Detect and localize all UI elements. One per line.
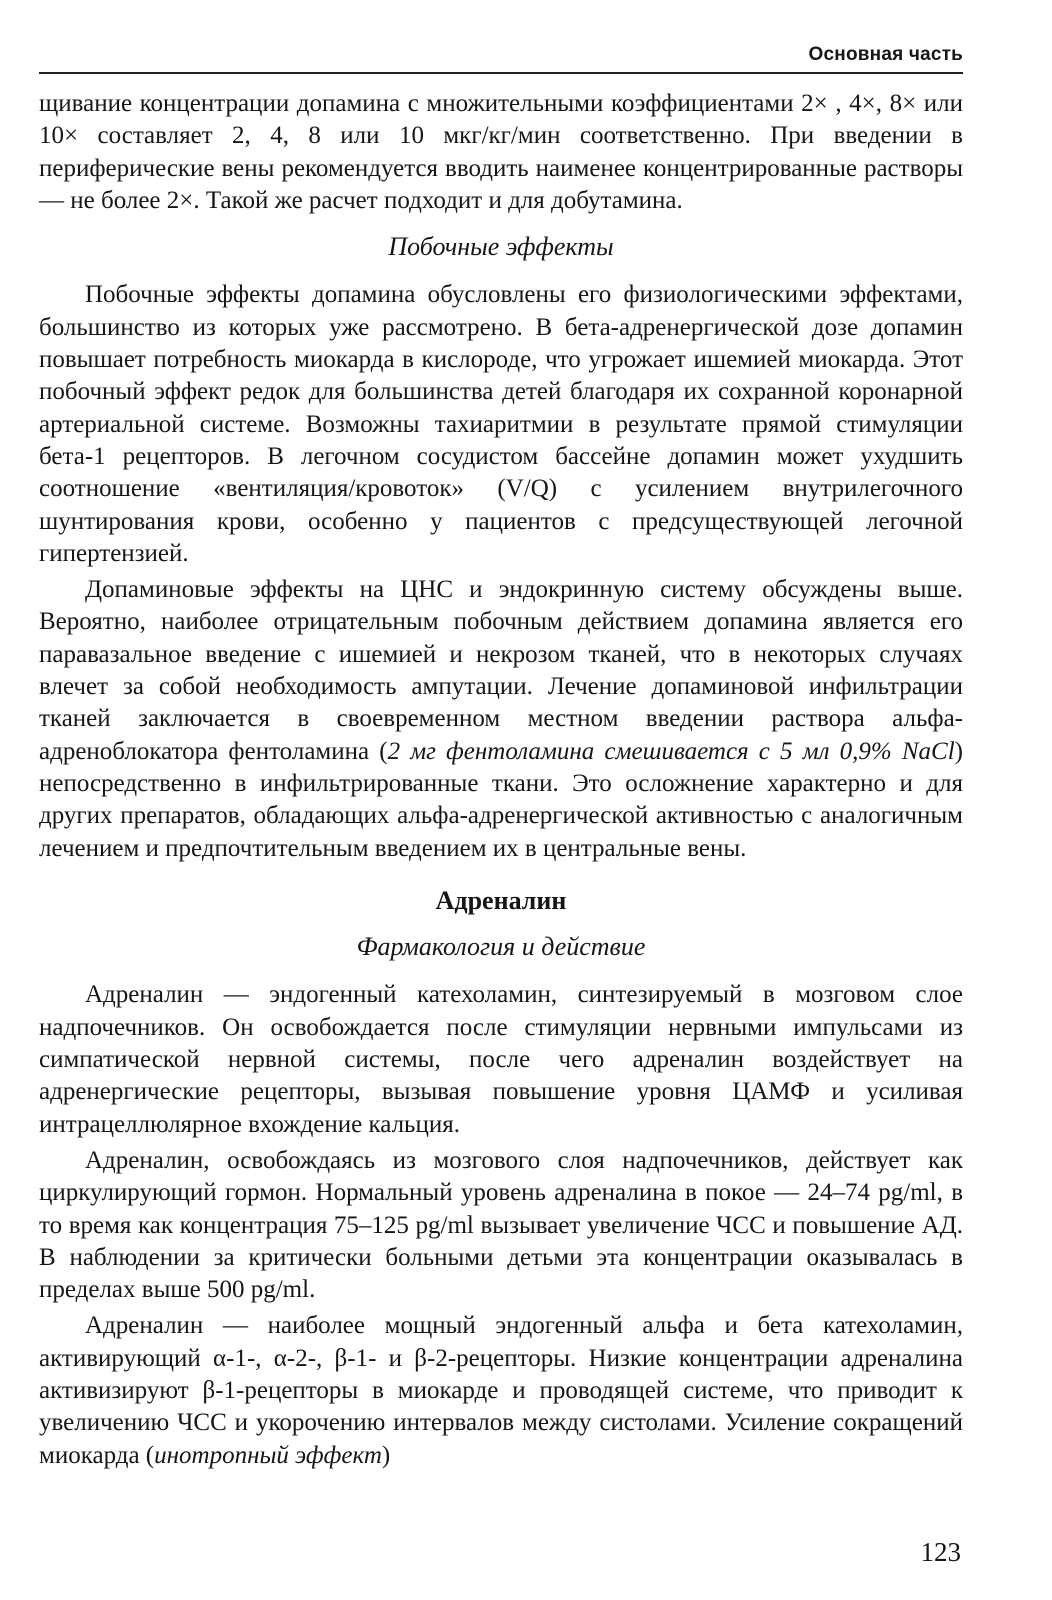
paragraph-text: Допаминовые эффекты на ЦНС и эндокринную систему обсуждены выше. Вероятно, наиболее отрицательным побочным действием допамина является его паравазальное введение с ишемией и некрозом тканей, что в некоторых случаях влечет за собой необходимость ампутации. Лечение допаминовой инфильтрации тканей заключается в своевременном местном введении раствора альфа-адреноблокатора фентоламина ( <box>39 576 963 765</box>
paragraph-cns-effects <box>39 574 963 865</box>
paragraph-side-effects: Побочные эффекты допамина обусловлены его физиологическими эффектами, большинство из которых уже рассмотрено. В бета-адренергической дозе допамин повышает потребность миокарда в кислороде, что угрожает ишемией миокарда. Этот побочный эффект редок для большинства детей благодаря их сохранной коронарной артериальной системе. Возможны тахиаритмии в результате прямой стимуляции бета-1 рецепторов. В легочном сосудистом бассейне допамин может ухудшить соотношение «вентиляция/кровоток» (V/Q) с усилением внутрилегочного шунтирования крови, особенно у пациентов с предсуществующей легочной гипертензией. <box>39 281 963 567</box>
running-title: Основная часть <box>808 44 963 65</box>
section-subheading-side-effects: Побочные эффекты <box>388 232 614 262</box>
header-rule <box>39 72 963 74</box>
paragraph-adrenaline-levels: Адреналин, освобождаясь из мозгового слоя надпочечников, действует как циркулирующий гормон. Нормальный уровень адреналина в покое — 24–74 pg/ml, в то время как концентрация 75–125 pg/ml вызывает увеличение ЧСС и повышение АД. В наблюдении за критически больными детьми эта концентрации оказывалась в пределах выше 500 pg/ml. <box>39 1146 963 1304</box>
section-subheading-pharmacology: Фармакология и действие <box>356 932 646 962</box>
paragraph-text: ) непосредственно в инфильтрированные ткани. Это осложнение характерно и для других препаратов, обладающих альфа-адренергической активностью с аналогичным лечением и предпочтительным введением их в центральные вены. <box>39 737 963 862</box>
paragraph-adrenaline-intro: Адреналин — эндогенный катехоламин, синтезируемый в мозговом слое надпочечников. Он освобождается после стимуляции нервными импульсами из симпатической нервной системы, после чего адреналин воздействует на адренергические рецепторы, вызывая повышение уровня ЦАМФ и усиливая интрацеллюлярное вхождение кальция. <box>39 981 963 1138</box>
book-page <box>39 30 963 1570</box>
italic-dosage-note: 2 мг фентоламина смешивается с 5 мл 0,9% NaCl <box>387 737 955 765</box>
paragraph-adrenaline-receptors <box>39 1310 963 1471</box>
italic-inotropic-effect: инотропный эффект <box>154 1441 382 1469</box>
paragraph-text: Адреналин — наиболее мощный эндогенный альфа и бета катехоламин, активирующий α-1-, α-2-, β-1- и β-2-рецепторы. Низкие концентрации адреналина активизируют β-1-рецепторы в миокарде и проводящей системе, что приводит к увеличению ЧСС и укорочению интервалов между систолами. Усиление сокращений миокарда ( <box>39 1312 963 1469</box>
section-heading-adrenaline: Адреналин <box>435 885 567 915</box>
page-number: 123 <box>920 1537 961 1567</box>
paragraph-text: ) <box>381 1441 391 1469</box>
paragraph-dopamine-dosing: щивание концентрации допамина с множительными коэффициентами 2× , 4×, 8× или 10× составляет 2, 4, 8 или 10 мкг/кг/мин соответственно. При введении в периферические вены рекомендуется вводить наименее концентрированные растворы — не более 2×. Такой же расчет подходит и для добутамина. <box>39 90 963 214</box>
page-body <box>39 88 963 1476</box>
